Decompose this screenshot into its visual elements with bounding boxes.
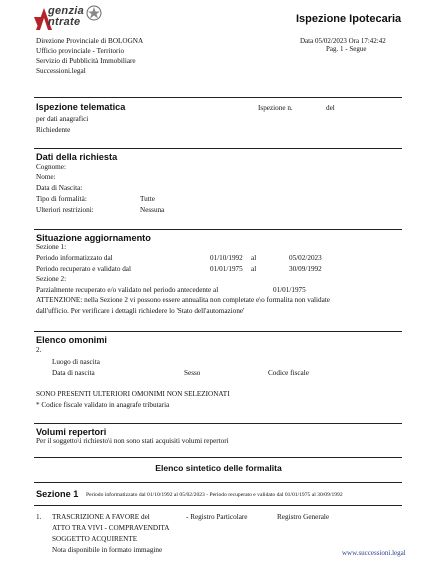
formalita-line-3: SOGGETTO ACQUIRENTE (52, 535, 138, 543)
volumi-text: Per il soggetto\i richiesto\i non sono stati acquisiti volumi repertori (36, 437, 229, 445)
divider-dati (34, 148, 402, 149)
divider-volumi (34, 423, 402, 424)
divider-header (34, 97, 402, 98)
ispezione-line-2: Richiedente (36, 126, 71, 134)
omonimi-data-label: Data di nascita (52, 369, 95, 377)
office-line-1: Direzione Provinciale di BOLOGNA (36, 37, 144, 45)
omonimi-note-2: * Codice fiscale validato in anagrafe tributaria (36, 401, 170, 409)
dati-label-restrizioni: Ulteriori restrizioni: (36, 206, 94, 214)
divider-omonimi (34, 331, 402, 332)
page-indicator: Pag. 1 - Segue (326, 45, 367, 53)
ispezione-del-label: del (326, 104, 335, 112)
omonimi-cf-label: Codice fiscale (268, 369, 309, 377)
periodo-informatizzato-to: 05/02/2023 (289, 254, 322, 262)
dati-label-nome: Nome: (36, 173, 56, 181)
periodo-informatizzato-label: Periodo informatizzato dal (36, 254, 113, 262)
emblem-icon (86, 4, 102, 22)
ispezione-line-1: per dati anagrafici (36, 115, 89, 123)
omonimi-luogo-label: Luogo di nascita (52, 358, 100, 366)
document-title: Ispezione Ipotecaria (296, 13, 402, 25)
parzialmente-label: Parzialmente recuperato e/o validato nel periodo antecedente al (36, 286, 219, 294)
date-time: Data 05/02/2023 Ora 17:42:42 (300, 37, 386, 45)
logo-text-line2: ntrate (48, 16, 81, 28)
ispezione-title: Ispezione telematica (36, 102, 126, 112)
agency-logo (34, 4, 114, 32)
registro-particolare-label: - Registro Particolare (186, 513, 248, 521)
attenzione-line-2: dall'ufficio. Per verificare i dettagli richiedere lo 'Stato dell'automazione' (36, 307, 245, 315)
formalita-index: 1. (36, 513, 42, 521)
periodo-recuperato-al: al (251, 265, 257, 273)
divider-situazione (34, 229, 402, 230)
divider-elenco (34, 457, 402, 458)
office-line-4: Successioni.legal (36, 67, 86, 75)
dati-value-tipo: Tutte (140, 195, 155, 203)
watermark-link[interactable]: www.successioni.legal (342, 549, 406, 557)
omonimi-index: 2. (36, 346, 42, 354)
situazione-title: Situazione aggiornamento (36, 233, 151, 243)
ispezione-number-label: Ispezione n. (258, 104, 293, 112)
omonimi-sesso-label: Sesso (184, 369, 201, 377)
dati-label-tipo: Tipo di formalità: (36, 195, 87, 203)
formalita-line-4: Nota disponibile in formato immagine (52, 546, 163, 554)
sezione1-label: Sezione 1: (36, 243, 67, 251)
formalita-line-2: ATTO TRA VIVI - COMPRAVENDITA (52, 524, 170, 532)
omonimi-title: Elenco omonimi (36, 335, 107, 345)
parzialmente-date: 01/01/1975 (273, 286, 306, 294)
office-line-2: Ufficio provinciale - Territorio (36, 47, 125, 55)
formalita-line-1: TRASCRIZIONE A FAVORE del (52, 513, 150, 521)
periodo-recuperato-label: Periodo recuperato e validato dal (36, 265, 131, 273)
dati-label-nascita: Data di Nascita: (36, 184, 83, 192)
sezione1-title: Sezione 1 (36, 489, 79, 499)
periodo-recuperato-from: 01/01/1975 (210, 265, 243, 273)
logo-text-line1: genzia (48, 5, 85, 17)
divider-items (34, 505, 402, 506)
periodo-recuperato-to: 30/09/1992 (289, 265, 322, 273)
volumi-title: Volumi repertori (36, 427, 107, 437)
dati-value-restrizioni: Nessuna (140, 206, 165, 214)
periodo-informatizzato-al: al (251, 254, 257, 262)
sezione2-label: Sezione 2: (36, 275, 67, 283)
office-line-3: Servizio di Pubblicità Immobiliare (36, 57, 136, 65)
elenco-title: Elenco sintetico delle formalita (155, 463, 282, 473)
registro-generale-label: Registro Generale (277, 513, 330, 521)
attenzione-line-1: ATTENZIONE: nella Sezione 2 vi possono essere annualita non completate e\o formalita non validate (36, 296, 330, 304)
dati-label-cognome: Cognome: (36, 163, 66, 171)
sezione1-info: Periodo informatizzato dal 01/10/1992 al 05/02/2023 - Periodo recuperato e validato dal 01/01/1975 al 30/09/1992 (86, 492, 343, 498)
divider-sezione (34, 482, 402, 483)
dati-title: Dati della richiesta (36, 152, 118, 162)
omonimi-note-1: SONO PRESENTI ULTERIORI OMONIMI NON SELEZIONATI (36, 390, 230, 398)
periodo-informatizzato-from: 01/10/1992 (210, 254, 243, 262)
